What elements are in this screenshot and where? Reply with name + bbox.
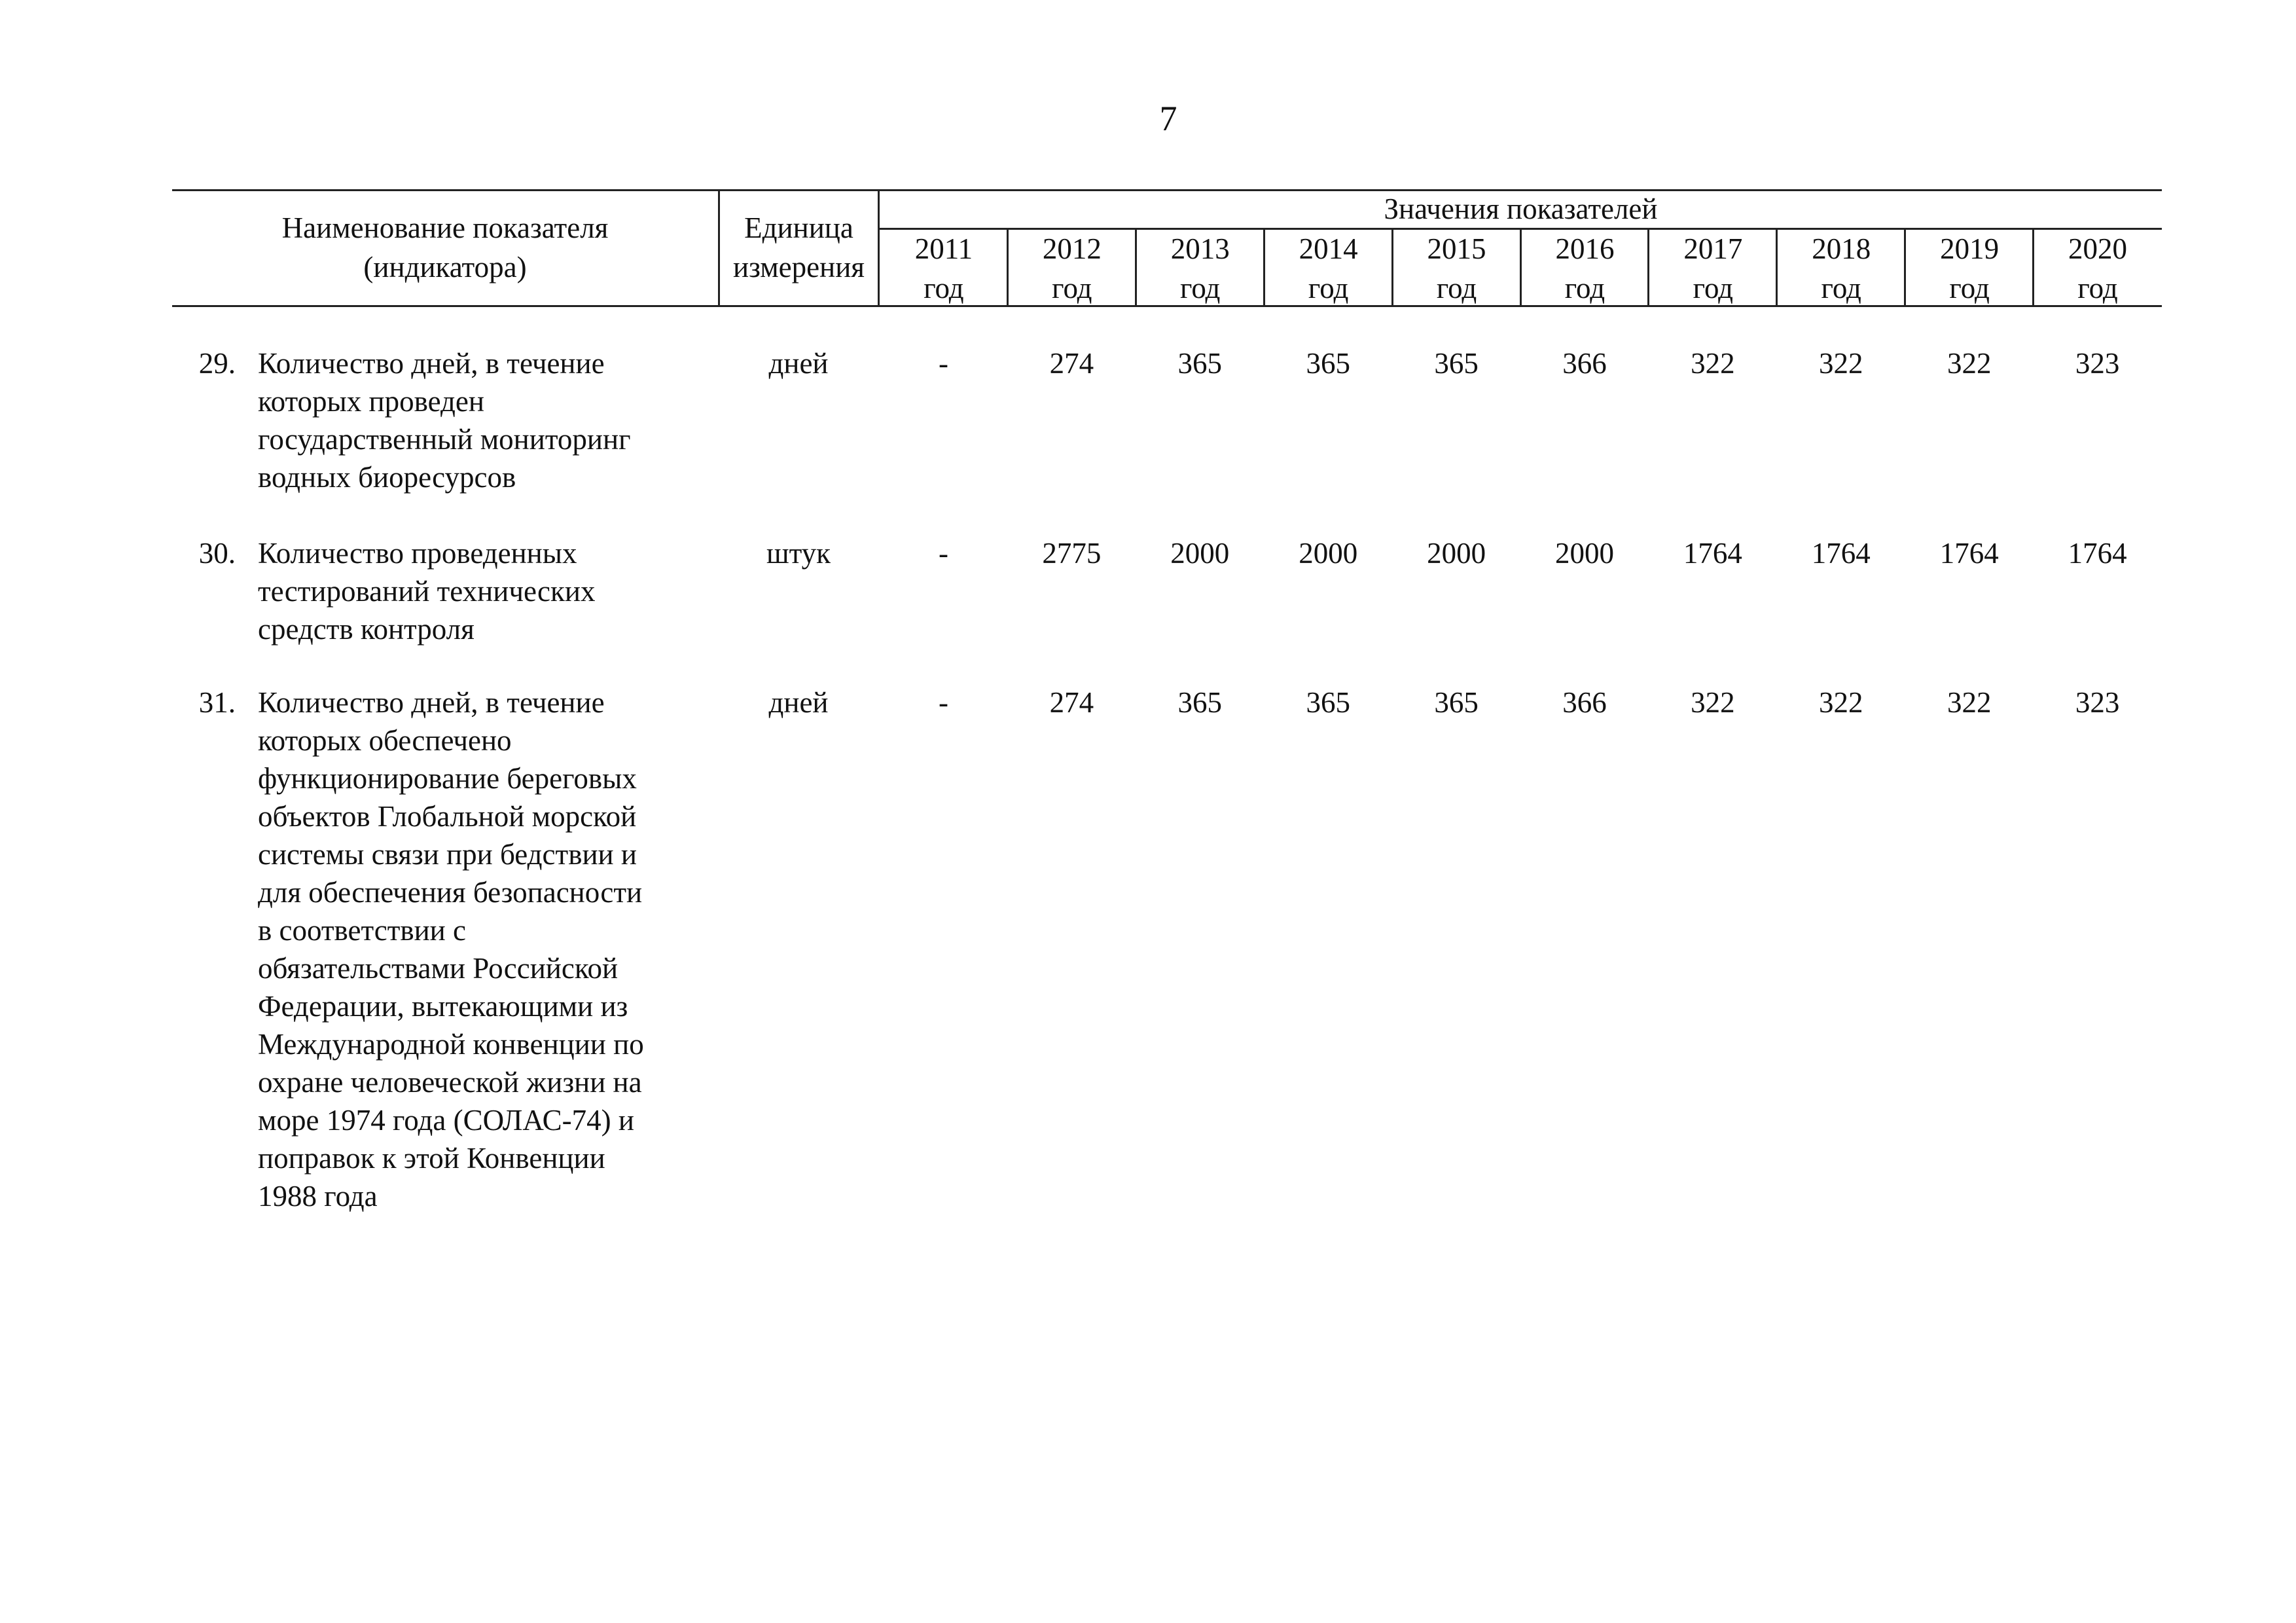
indicator-name-line: в соответствии с <box>258 914 466 947</box>
year-header-2011 <box>880 229 1008 308</box>
value-cell-2014: 365 <box>1306 347 1350 380</box>
unit-cell: дней <box>768 347 829 380</box>
value-cell-2018: 322 <box>1819 347 1863 380</box>
name-header-line1: Наименование показателя <box>281 211 609 244</box>
year-label: 2016 <box>1555 232 1615 265</box>
indicator-name-line: средств контроля <box>258 613 475 646</box>
year-header-2015 <box>1393 229 1521 308</box>
year-suffix: год <box>1308 272 1349 304</box>
indicator-name-line: государственный мониторинг <box>258 423 631 456</box>
value-cell-2011: - <box>939 347 948 380</box>
year-suffix: год <box>1052 272 1092 304</box>
row-number: 31. <box>198 686 236 719</box>
value-cell-2018: 322 <box>1819 686 1863 719</box>
indicator-name-line: море 1974 года (СОЛАС-74) и <box>258 1104 634 1137</box>
year-header-2012 <box>1008 229 1136 308</box>
year-label: 2019 <box>1940 232 2000 265</box>
indicator-name-line: Количество проведенных <box>258 537 577 570</box>
page-number: 7 <box>1159 99 1177 138</box>
value-cell-2016: 2000 <box>1555 537 1614 570</box>
value-cell-2020: 323 <box>2075 686 2120 719</box>
indicator-name <box>258 684 716 1215</box>
indicator-name-line: функционирование береговых <box>258 762 637 795</box>
indicator-name-line: Федерации, вытекающими из <box>258 990 628 1023</box>
year-header-2017 <box>1649 229 1777 308</box>
value-cell-2017: 322 <box>1691 347 1735 380</box>
indicator-name-line: объектов Глобальной морской <box>258 800 637 833</box>
value-cell-2017: 322 <box>1691 686 1735 719</box>
unit-column-header <box>720 208 878 287</box>
year-header-2019 <box>1905 229 2034 308</box>
value-cell-2014: 365 <box>1306 686 1350 719</box>
year-header-2014 <box>1265 229 1393 308</box>
indicator-name-line: тестирований технических <box>258 575 596 608</box>
indicator-name-line: водных биоресурсов <box>258 461 516 494</box>
value-cell-2016: 366 <box>1562 686 1607 719</box>
value-cell-2012: 2775 <box>1042 537 1102 570</box>
indicator-name-line: которых обеспечено <box>258 724 512 757</box>
indicator-name <box>258 534 716 648</box>
value-cell-2017: 1764 <box>1683 537 1742 570</box>
name-header-line2: (индикатора) <box>363 251 527 283</box>
indicator-name-line: охране человеческой жизни на <box>258 1066 642 1099</box>
value-cell-2012: 274 <box>1049 347 1094 380</box>
year-label: 2014 <box>1299 232 1358 265</box>
value-cell-2015: 2000 <box>1427 537 1486 570</box>
value-cell-2019: 1764 <box>1939 537 1999 570</box>
values-group-header: Значения показателей <box>1384 192 1658 225</box>
year-suffix: год <box>1949 272 1990 304</box>
year-label: 2017 <box>1683 232 1743 265</box>
unit-cell: штук <box>766 537 831 570</box>
indicator-name-line: 1988 года <box>258 1180 378 1213</box>
year-label: 2018 <box>1812 232 1871 265</box>
year-label: 2015 <box>1427 232 1486 265</box>
year-header-2018 <box>1777 229 1905 308</box>
indicator-name-line: Международной конвенции по <box>258 1028 644 1061</box>
year-suffix: год <box>924 272 964 304</box>
unit-header-line2: измерения <box>732 251 865 283</box>
row-number: 30. <box>198 537 236 570</box>
value-cell-2012: 274 <box>1049 686 1094 719</box>
value-cell-2016: 366 <box>1562 347 1607 380</box>
value-cell-2011: - <box>939 686 948 719</box>
value-cell-2013: 2000 <box>1170 537 1230 570</box>
unit-header-line1: Единица <box>744 211 853 244</box>
value-cell-2013: 365 <box>1177 686 1223 719</box>
indicator-name-line: Количество дней, в течение <box>258 347 605 380</box>
indicator-name-line: которых проведен <box>258 385 484 418</box>
year-header-2020 <box>2034 229 2162 308</box>
indicator-name-line: обязательствами Российской <box>258 952 619 985</box>
indicator-name-line: системы связи при бедствии и <box>258 838 637 871</box>
row-number: 29. <box>198 347 236 380</box>
value-cell-2015: 365 <box>1434 347 1479 380</box>
year-suffix: год <box>2077 272 2118 304</box>
year-label: 2020 <box>2068 232 2128 265</box>
unit-cell: дней <box>768 686 829 719</box>
indicator-name-line: Количество дней, в течение <box>258 686 605 719</box>
indicator-name <box>258 344 716 496</box>
value-cell-2015: 365 <box>1434 686 1479 719</box>
year-header-2013 <box>1136 229 1265 308</box>
year-label: 2011 <box>914 232 973 265</box>
value-cell-2020: 323 <box>2075 347 2120 380</box>
value-cell-2013: 365 <box>1177 347 1223 380</box>
year-suffix: год <box>1821 272 1861 304</box>
year-suffix: год <box>1436 272 1477 304</box>
year-suffix: год <box>1180 272 1221 304</box>
year-suffix: год <box>1564 272 1605 304</box>
year-suffix: год <box>1693 272 1734 304</box>
value-cell-2014: 2000 <box>1299 537 1358 570</box>
value-cell-2020: 1764 <box>2068 537 2127 570</box>
name-column-header <box>172 208 718 287</box>
value-cell-2011: - <box>939 537 948 570</box>
year-label: 2013 <box>1170 232 1230 265</box>
indicator-name-line: для обеспечения безопасности <box>258 876 643 909</box>
value-cell-2019: 322 <box>1946 347 1992 380</box>
value-cell-2019: 322 <box>1946 686 1992 719</box>
year-label: 2012 <box>1042 232 1102 265</box>
year-header-2016 <box>1521 229 1649 308</box>
indicator-name-line: поправок к этой Конвенции <box>258 1142 605 1175</box>
value-cell-2018: 1764 <box>1811 537 1871 570</box>
